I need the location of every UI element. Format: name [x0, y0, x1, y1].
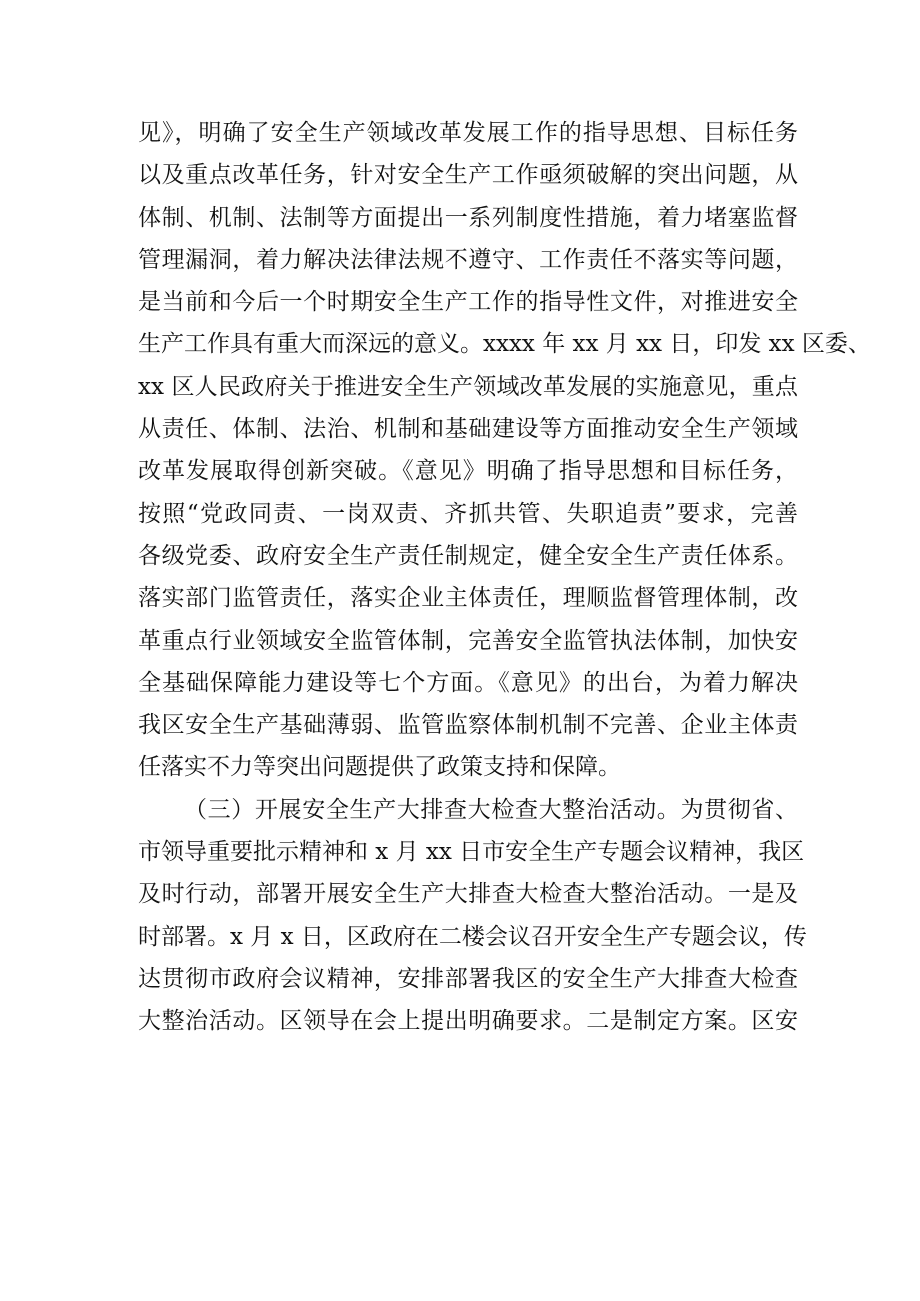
- text-line: 时部署。x 月 x 日，区政府在二楼会议召开安全生产专题会议，传: [138, 923, 807, 950]
- section-heading-line: （三）开展安全生产大排查大检查大整治活动。为贯彻省、: [184, 796, 798, 823]
- text-line: 我区安全生产基础薄弱、监管监察体制机制不完善、企业主体责: [138, 712, 798, 739]
- paragraph-last-line: 任落实不力等突出问题提供了政策支持和保障。: [138, 754, 621, 781]
- body-text: [138, 112, 871, 1043]
- text-line: 以及重点改革任务，针对安全生产工作亟须破解的突出问题，从: [138, 162, 798, 189]
- text-line: 达贯彻市政府会议精神，安排部署我区的安全生产大排查大检查: [138, 965, 798, 992]
- text-line: 体制、机制、法制等方面提出一系列制度性措施，着力堵塞监督: [138, 204, 798, 231]
- text-line: 全基础保障能力建设等七个方面。《意见》的出台，为着力解决: [138, 669, 798, 696]
- text-line: 改革发展取得创新突破。《意见》明确了指导思想和目标任务，: [138, 458, 798, 485]
- text-line: 从责任、体制、法治、机制和基础建设等方面推动安全生产领域: [138, 416, 798, 443]
- text-line: 及时行动，部署开展安全生产大排查大检查大整治活动。一是及: [138, 881, 798, 908]
- text-line: 管理漏洞，着力解决法律法规不遵守、工作责任不落实等问题，: [138, 246, 798, 273]
- text-line: 生产工作具有重大而深远的意义。xxxx 年 xx 月 xx 日，印发 xx 区委、: [138, 331, 871, 358]
- text-line: 见》，明确了安全生产领域改革发展工作的指导思想、目标任务: [138, 120, 798, 146]
- text-line: 各级党委、政府安全生产责任制规定，健全安全生产责任体系。: [138, 542, 798, 569]
- text-line: xx 区人民政府关于推进安全生产领域改革发展的实施意见，重点: [138, 373, 798, 400]
- text-line: 市领导重要批示精神和 x 月 xx 日市安全生产专题会议精神，我区: [138, 839, 805, 866]
- text-line: 大整治活动。区领导在会上提出明确要求。二是制定方案。区安: [138, 1008, 798, 1035]
- text-line: 落实部门监管责任，落实企业主体责任，理顺监督管理体制，改: [138, 585, 798, 612]
- text-line: 按照“党政同责、一岗双责、齐抓共管、失职追责”要求，完善: [138, 500, 798, 527]
- text-line: 革重点行业领域安全监管体制，完善安全监管执法体制，加快安: [138, 627, 798, 654]
- text-line: 是当前和今后一个时期安全生产工作的指导性文件，对推进安全: [138, 289, 798, 316]
